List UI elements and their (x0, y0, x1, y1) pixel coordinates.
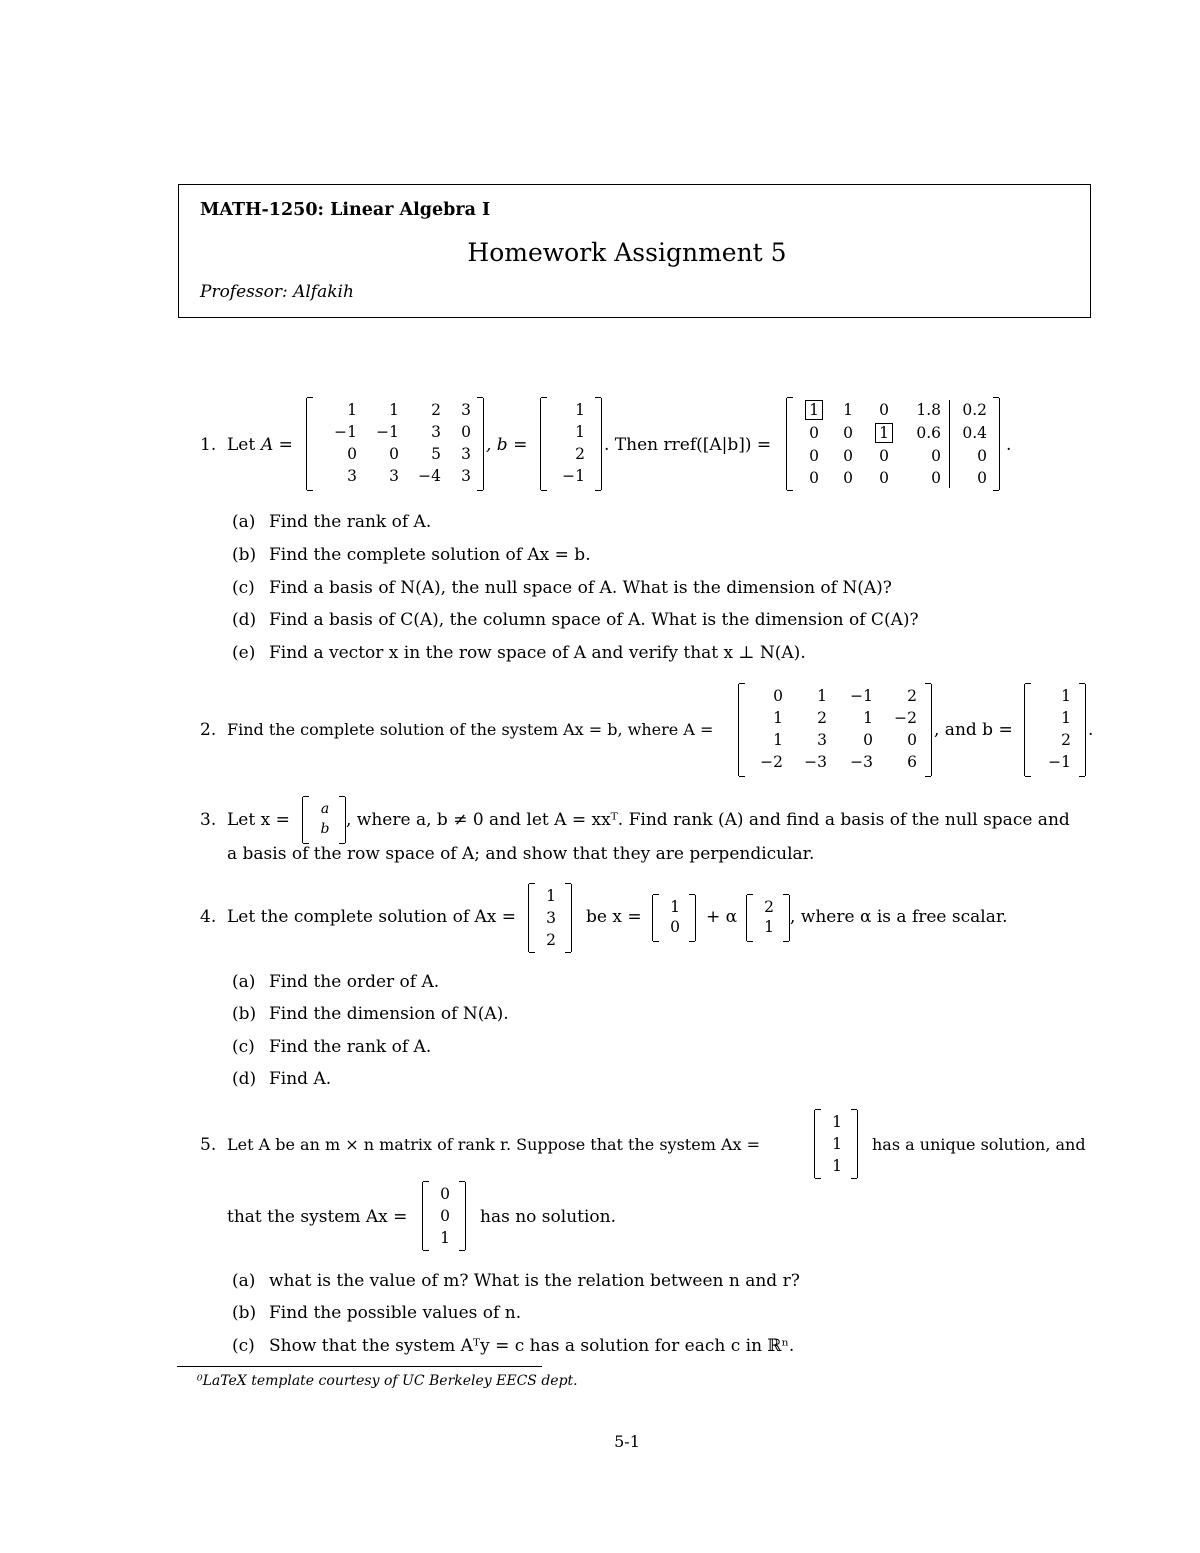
matrix-cell: 6 (907, 753, 917, 771)
problem-1-A-label: A = (261, 435, 293, 455)
part-label: (e) (232, 643, 256, 663)
vector-cell: 3 (546, 909, 556, 927)
matrix-cell: 1.8 (916, 401, 941, 419)
vector-cell: 0 (440, 1207, 450, 1225)
matrix-cell: 0 (879, 401, 889, 419)
course-title: MATH-1250: Linear Algebra I (200, 200, 491, 220)
problem-1-rref-label: . Then rref([A|b]) = (604, 435, 772, 455)
matrix-cell: 0 (389, 445, 399, 463)
vector-cell: 1 (575, 401, 585, 419)
problem-2-vector-b (1024, 684, 1086, 776)
professor-name: Professor: Alfakih (200, 282, 354, 302)
vector-cell: 1 (832, 1157, 842, 1175)
problem-2-number: 2. (200, 720, 217, 740)
vector-cell: 1 (1061, 687, 1071, 705)
matrix-cell: 2 (431, 401, 441, 419)
problem-5-lead: Let A be an m × n matrix of rank r. Suppose that the system Ax = (227, 1135, 761, 1154)
vector-cell: −1 (1048, 753, 1071, 771)
matrix-cell: 1 (817, 687, 827, 705)
matrix-cell: 0 (907, 731, 917, 749)
problem-2-text: Find the complete solution of the system Ax = b, where A = (227, 720, 714, 739)
matrix-cell: −1 (334, 423, 357, 441)
page-number: 5-1 (614, 1432, 640, 1451)
matrix-cell: −1 (376, 423, 399, 441)
matrix-cell: 0 (931, 447, 941, 465)
matrix-cell: 3 (461, 467, 471, 485)
part-label: (c) (232, 1336, 255, 1356)
footnote: ⁰LaTeX template courtesy of UC Berkeley EECS dept. (197, 1373, 578, 1389)
matrix-cell: 1 (389, 401, 399, 419)
matrix-cell: 5 (431, 445, 441, 463)
problem-4-be: be x = (586, 907, 642, 927)
problem-2-b-label: , and b = (934, 720, 1013, 740)
problem-4-particular-vector (652, 895, 696, 941)
matrix-cell: 0.4 (962, 424, 987, 442)
matrix-cell: 0 (863, 731, 873, 749)
matrix-cell: 3 (817, 731, 827, 749)
matrix-cell: 0 (843, 424, 853, 442)
part-label: (c) (232, 1037, 255, 1057)
part-label: (c) (232, 578, 255, 598)
problem-5-tail-2: has no solution. (480, 1207, 616, 1227)
part-text: Find the rank of A. (269, 512, 432, 532)
matrix-cell: −3 (804, 753, 827, 771)
problem-1-matrix-A (306, 398, 484, 490)
matrix-cell: −3 (850, 753, 873, 771)
vector-cell: 2 (575, 445, 585, 463)
matrix-cell: 1 (773, 731, 783, 749)
problem-5-lead-2: that the system Ax = (227, 1207, 408, 1227)
problem-1-rref-matrix (786, 398, 1000, 490)
vector-cell: 2 (546, 931, 556, 949)
vector-cell: 0 (440, 1185, 450, 1203)
matrix-cell: 1 (773, 709, 783, 727)
problem-3-number: 3. (200, 810, 217, 830)
part-text: Find the rank of A. (269, 1037, 432, 1057)
problem-5-vector-2 (422, 1182, 466, 1250)
footnote-rule (177, 1366, 542, 1367)
part-label: (d) (232, 610, 257, 630)
matrix-cell: 2 (817, 709, 827, 727)
problem-2-matrix-A (738, 684, 932, 776)
problem-4-lead: Let the complete solution of Ax = (227, 907, 517, 927)
problem-5-tail-1: has a unique solution, and (872, 1135, 1086, 1154)
vector-cell: 1 (670, 898, 680, 916)
problem-1-end: . (1006, 435, 1012, 455)
problem-4-plus: + α (706, 907, 738, 927)
matrix-cell: 0.6 (916, 424, 941, 442)
matrix-cell: 0.2 (962, 401, 987, 419)
matrix-cell: 3 (461, 401, 471, 419)
matrix-cell: 0 (461, 423, 471, 441)
problem-1-b-label: , b = (486, 435, 528, 455)
matrix-cell: −4 (418, 467, 441, 485)
matrix-cell: 0 (843, 469, 853, 487)
matrix-cell: −2 (894, 709, 917, 727)
matrix-cell: 0 (347, 445, 357, 463)
vector-cell: 1 (546, 887, 556, 905)
problem-4-rhs-vector (528, 884, 572, 952)
matrix-cell: 0 (843, 447, 853, 465)
part-label: (a) (232, 972, 256, 992)
matrix-cell: −1 (850, 687, 873, 705)
vector-cell: 2 (764, 898, 774, 916)
vector-cell: 1 (440, 1229, 450, 1247)
part-text: Find A. (269, 1069, 332, 1089)
matrix-cell: −2 (760, 753, 783, 771)
matrix-cell: 1 (863, 709, 873, 727)
matrix-cell: 0 (879, 469, 889, 487)
vector-cell: 2 (1061, 731, 1071, 749)
matrix-cell: 0 (809, 447, 819, 465)
vector-cell: 0 (670, 918, 680, 936)
vector-cell: −1 (562, 467, 585, 485)
matrix-cell: 3 (389, 467, 399, 485)
matrix-cell: 0 (809, 469, 819, 487)
problem-5-vector-1 (814, 1110, 858, 1178)
matrix-cell: 0 (879, 447, 889, 465)
part-text: Find the order of A. (269, 972, 440, 992)
part-label: (a) (232, 1271, 256, 1291)
matrix-cell: 3 (431, 423, 441, 441)
problem-3-text-2: a basis of the row space of A; and show that they are perpendicular. (227, 844, 815, 864)
matrix-cell: 1 (347, 401, 357, 419)
problem-3-text-1: , where a, b ≠ 0 and let A = xxᵀ. Find rank (A) and find a basis of the null space and (346, 810, 1070, 830)
matrix-cell: 2 (907, 687, 917, 705)
problem-4-tail: , where α is a free scalar. (790, 907, 1008, 927)
problem-3-vector-x (302, 797, 346, 843)
matrix-cell: 0 (773, 687, 783, 705)
problem-1-lead: Let (227, 435, 256, 455)
part-text: Show that the system Aᵀy = c has a solution for each c in ℝⁿ. (269, 1336, 795, 1356)
part-text: Find a basis of N(A), the null space of A. What is the dimension of N(A)? (269, 578, 892, 598)
matrix-cell: 1 (809, 401, 819, 419)
problem-2-end: . (1088, 720, 1094, 740)
part-text: Find the dimension of N(A). (269, 1004, 509, 1024)
problem-1-number: 1. (200, 435, 217, 455)
problem-5-number: 5. (200, 1135, 217, 1155)
vector-cell: a (320, 801, 330, 817)
part-text: what is the value of m? What is the relation between n and r? (269, 1271, 800, 1291)
vector-cell: 1 (1061, 709, 1071, 727)
matrix-cell: 1 (879, 424, 889, 442)
matrix-cell: 3 (461, 445, 471, 463)
vector-cell: b (320, 821, 330, 837)
problem-4-direction-vector (746, 895, 790, 941)
vector-cell: 1 (764, 918, 774, 936)
part-text: Find a basis of C(A), the column space of A. What is the dimension of C(A)? (269, 610, 919, 630)
part-label: (b) (232, 545, 257, 565)
matrix-cell: 0 (977, 447, 987, 465)
part-text: Find a vector x in the row space of A and verify that x ⊥ N(A). (269, 643, 806, 663)
assignment-title: Homework Assignment 5 (467, 238, 787, 267)
part-label: (b) (232, 1303, 257, 1323)
part-text: Find the possible values of n. (269, 1303, 522, 1323)
problem-1-vector-b (540, 398, 602, 490)
problem-4-number: 4. (200, 907, 217, 927)
part-text: Find the complete solution of Ax = b. (269, 545, 591, 565)
matrix-cell: 0 (977, 469, 987, 487)
part-label: (d) (232, 1069, 257, 1089)
part-label: (b) (232, 1004, 257, 1024)
matrix-cell: 0 (809, 424, 819, 442)
matrix-cell: 3 (347, 467, 357, 485)
vector-cell: 1 (575, 423, 585, 441)
vector-cell: 1 (832, 1135, 842, 1153)
part-label: (a) (232, 512, 256, 532)
matrix-cell: 0 (931, 469, 941, 487)
vector-cell: 1 (832, 1113, 842, 1131)
problem-3-lead: Let x = (227, 810, 290, 830)
matrix-cell: 1 (843, 401, 853, 419)
